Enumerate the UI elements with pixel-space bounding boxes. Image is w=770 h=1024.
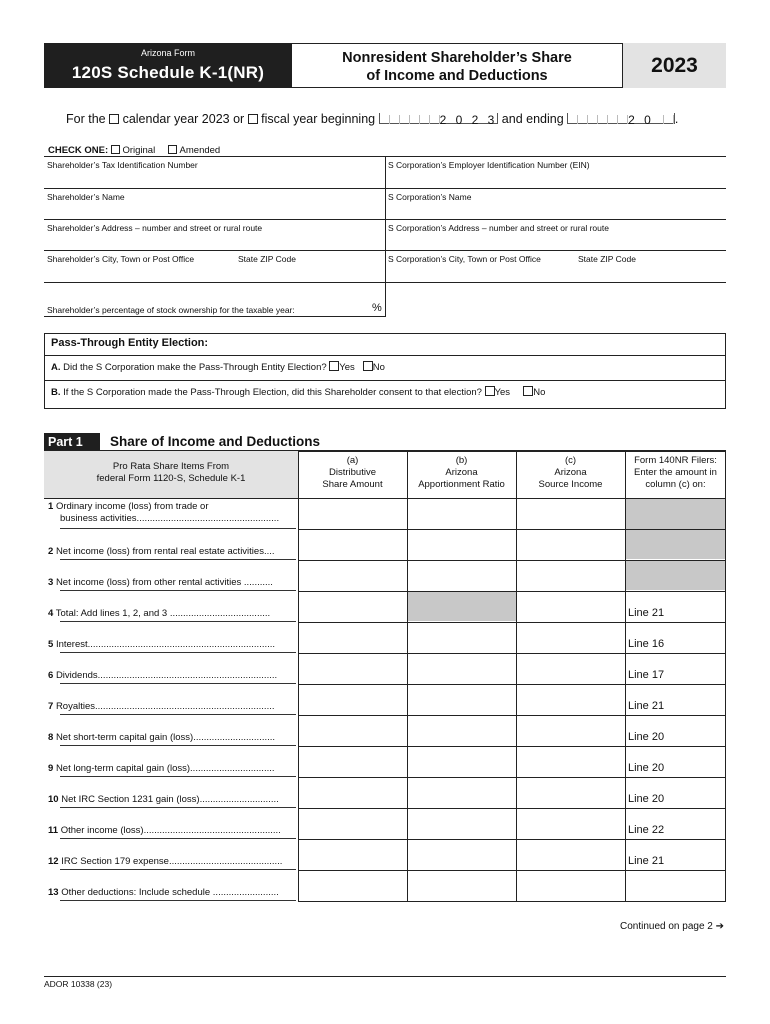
col-a-header (298, 451, 407, 498)
line-3-col-a-field[interactable] (299, 561, 406, 591)
shareholder-address-field[interactable]: Shareholder’s Address – number and street or rural route (47, 223, 263, 233)
line-5-label (48, 639, 275, 651)
line-7-target: Line 21 (628, 700, 665, 712)
line-underline (60, 869, 296, 870)
line-7-col-a-field[interactable] (299, 685, 406, 715)
line-underline (60, 807, 296, 808)
pte-b-no-label: No (533, 387, 546, 398)
line-number: 13 (48, 887, 59, 898)
line-4-label (48, 608, 270, 620)
line-text: Total: Add lines 1, 2, and 3 ...................................... (55, 608, 271, 619)
line-1-col-b-field[interactable] (408, 499, 515, 529)
fiscal-begin-date-field[interactable] (379, 113, 499, 127)
line-5-col-c-field[interactable] (517, 623, 624, 653)
original-checkbox[interactable] (111, 145, 120, 154)
line-9-col-a-field[interactable] (299, 747, 406, 777)
line-number: 6 (48, 670, 54, 681)
corp-state-zip-field[interactable]: State ZIP Code (578, 254, 636, 264)
line-7-label (48, 701, 275, 713)
line-number: 1 (48, 501, 54, 512)
pte-divider-1 (45, 355, 725, 356)
pte-b-letter: B. (51, 387, 61, 398)
line-2-col-b-field[interactable] (408, 530, 515, 560)
part1-tag: Part 1 (44, 433, 100, 451)
line-11-col-a-field[interactable] (299, 809, 406, 839)
line-underline (60, 683, 296, 684)
year-prefix: For the (66, 112, 106, 126)
line-6-label (48, 670, 277, 682)
line-number: 5 (48, 639, 54, 650)
col-d-l3: column (c) on: (645, 479, 706, 490)
pte-a-letter: A. (51, 362, 61, 373)
line-4-col-c-field[interactable] (517, 592, 624, 622)
corp-city-field[interactable]: S Corporation’s City, Town or Post Office (388, 254, 541, 264)
corp-ein-field[interactable]: S Corporation’s Employer Identification Number (EIN) (388, 160, 590, 170)
line-text-cont: business activities...................................................... (60, 513, 280, 524)
line-12-col-a-field[interactable] (299, 840, 406, 870)
agency-label: Arizona Form (140, 48, 195, 58)
ownership-percent-label: Shareholder’s percentage of stock ownership for the taxable year: (47, 305, 295, 315)
line-5-col-b-field[interactable] (408, 623, 515, 653)
fiscal-begin-year: 2 0 2 3 (439, 113, 498, 127)
calendar-year-checkbox[interactable] (109, 114, 119, 124)
line-11-col-c-field[interactable] (517, 809, 624, 839)
line-8-col-c-field[interactable] (517, 716, 624, 746)
line-3-col-c-field[interactable] (517, 561, 624, 591)
col-d-header (625, 451, 726, 498)
pte-a-yes-label: Yes (339, 362, 355, 373)
form-id-footer: ADOR 10338 (23) (44, 979, 113, 989)
col-items-l1: Pro Rata Share Items From (112, 461, 230, 472)
check-one-label: CHECK ONE: (48, 145, 109, 156)
original-label: Original (122, 145, 156, 156)
pte-b-yes-label: Yes (494, 387, 511, 398)
line-number: 11 (48, 825, 59, 836)
pte-question-b (51, 386, 731, 398)
line-underline (60, 528, 296, 529)
amended-checkbox[interactable] (168, 145, 177, 154)
line-text: Ordinary income (loss) from trade or (55, 501, 209, 512)
line-underline (60, 745, 296, 746)
ending-label: and ending (501, 112, 564, 126)
line-13-col-a-field[interactable] (299, 871, 406, 901)
col-d-l2: Enter the amount in (634, 467, 717, 478)
line-number: 3 (48, 577, 54, 588)
line-number: 7 (48, 701, 54, 712)
pte-b-no-checkbox[interactable] (523, 386, 533, 396)
line-13-col-c-field[interactable] (517, 871, 624, 901)
line-text: Net income (loss) from rental real estate activities.... (55, 546, 275, 557)
line-9-label (48, 763, 275, 775)
col-rule-d (625, 451, 626, 901)
col-d-l1: Form 140NR Filers: (634, 455, 717, 466)
col-c-header (516, 451, 625, 498)
line-11-col-b-field[interactable] (408, 809, 515, 839)
line-10-col-c-field[interactable] (517, 778, 624, 808)
part1-title: Share of Income and Deductions (110, 434, 321, 449)
calendar-year-label: calendar year 2023 or (122, 112, 245, 126)
line-underline (60, 652, 296, 653)
col-a-l1: (a) (346, 455, 359, 466)
pte-a-no-checkbox[interactable] (363, 361, 373, 371)
line-1-label (48, 501, 279, 525)
fiscal-end-date-field[interactable] (567, 113, 675, 127)
shade-line1-d (626, 499, 725, 529)
shareholder-name-field[interactable]: Shareholder’s Name (47, 192, 125, 202)
fiscal-year-label: fiscal year beginning (261, 112, 376, 126)
pte-a-yes-checkbox[interactable] (329, 361, 339, 371)
ownership-percent-field[interactable] (44, 283, 386, 317)
line-11-label (48, 825, 281, 837)
line-12-target: Line 21 (628, 855, 665, 867)
pte-a-no-label: No (372, 362, 385, 373)
row-rule (298, 901, 726, 902)
col-a-l2: Distributive (329, 467, 376, 478)
line-4-target: Line 21 (628, 607, 665, 619)
col-rule-right (725, 451, 726, 901)
line-9-col-b-field[interactable] (408, 747, 515, 777)
line-12-col-b-field[interactable] (408, 840, 515, 870)
line-text: Net short-term capital gain (loss)............................... (55, 732, 276, 743)
line-text: Other deductions: Include schedule ......................... (61, 887, 279, 898)
line-8-label (48, 732, 275, 744)
line-underline (60, 559, 296, 560)
form-title (292, 43, 622, 88)
line-3-label (48, 577, 273, 589)
period: . (674, 112, 679, 126)
line-8-target: Line 20 (628, 731, 665, 743)
line-underline (60, 590, 296, 591)
line-10-col-a-field[interactable] (299, 778, 406, 808)
col-a-l3: Share Amount (322, 479, 383, 490)
amended-label: Amended (179, 145, 221, 156)
line-text: Dividends.................................................................... (55, 670, 278, 681)
line-12-label (48, 856, 282, 868)
percent-sign: % (372, 302, 382, 314)
col-b-header (407, 451, 516, 498)
line-7-col-c-field[interactable] (517, 685, 624, 715)
line-text: Other income (loss).................................................... (60, 825, 281, 836)
form-year: 2023 (622, 43, 726, 88)
line-number: 8 (48, 732, 54, 743)
line-11-target: Line 22 (628, 824, 665, 836)
line-number: 2 (48, 546, 54, 557)
tax-year-line (66, 112, 678, 126)
line-text: Interest....................................................................... (55, 639, 276, 650)
col-items-l2: federal Form 1120-S, Schedule K-1 (96, 473, 246, 484)
line-4-col-a-field[interactable] (299, 592, 406, 622)
shareholder-state-zip-field[interactable]: State ZIP Code (238, 254, 296, 264)
line-8-col-b-field[interactable] (408, 716, 515, 746)
line-3-col-b-field[interactable] (408, 561, 515, 591)
line-text: Royalties.................................................................... (55, 701, 275, 712)
line-1-col-c-field[interactable] (517, 499, 624, 529)
line-number: 12 (48, 856, 59, 867)
line-6-target: Line 17 (628, 669, 665, 681)
form-name: 120S Schedule K-1(NR) (71, 63, 265, 82)
shareholder-info-grid (44, 156, 726, 316)
pte-title: Pass-Through Entity Election: (51, 337, 209, 349)
line-8-col-a-field[interactable] (299, 716, 406, 746)
line-2-col-c-field[interactable] (517, 530, 624, 560)
line-5-col-a-field[interactable] (299, 623, 406, 653)
corp-name-field[interactable]: S Corporation’s Name (388, 192, 472, 202)
pte-b-yes-checkbox[interactable] (485, 386, 495, 396)
footer-rule (44, 976, 726, 977)
line-text: Net IRC Section 1231 gain (loss).............................. (61, 794, 279, 805)
pte-divider-2 (45, 380, 725, 381)
line-6-col-a-field[interactable] (299, 654, 406, 684)
col-b-l2: Arizona (445, 467, 478, 478)
line-2-label (48, 546, 275, 558)
line-10-target: Line 20 (628, 793, 665, 805)
col-c-l2: Arizona (554, 467, 587, 478)
shareholder-city-field[interactable]: Shareholder’s City, Town or Post Office (47, 254, 195, 264)
line-9-target: Line 20 (628, 762, 665, 774)
line-13-label (48, 887, 279, 899)
fiscal-end-year: 2 0 (628, 113, 654, 127)
shareholder-tin-field[interactable]: Shareholder’s Tax Identification Number (47, 160, 198, 170)
col-b-l1: (b) (455, 455, 468, 466)
line-5-target: Line 16 (628, 638, 665, 650)
form-id-block (44, 43, 292, 88)
line-underline (60, 714, 296, 715)
line-underline (60, 900, 296, 901)
line-1-col-a-field[interactable] (299, 499, 406, 529)
line-text: Net long-term capital gain (loss)................................ (55, 763, 275, 774)
line-6-col-c-field[interactable] (517, 654, 624, 684)
continued-note: Continued on page 2 ➔ (619, 921, 724, 932)
line-number: 9 (48, 763, 54, 774)
col-b-l3: Apportionment Ratio (418, 479, 505, 490)
line-underline (60, 838, 296, 839)
line-number: 4 (48, 608, 54, 619)
check-one-row (48, 145, 220, 156)
line-7-col-b-field[interactable] (408, 685, 515, 715)
form-title-line2: of Income and Deductions (366, 68, 548, 84)
line-13-col-b-field[interactable] (408, 871, 515, 901)
pte-election-box (44, 333, 726, 409)
line-12-col-c-field[interactable] (517, 840, 624, 870)
shade-line3-d (626, 560, 725, 590)
line-text: IRC Section 179 expense........................................... (61, 856, 283, 867)
line-underline (60, 621, 296, 622)
col-c-l1: (c) (564, 455, 577, 466)
form-title-line1: Nonresident Shareholder’s Share (342, 50, 572, 66)
line-4-col-b-field (408, 592, 515, 622)
pte-b-text: If the S Corporation made the Pass-Through Election, did this Shareholder consent to that election? (63, 387, 482, 398)
line-number: 10 (48, 794, 59, 805)
pte-a-text: Did the S Corporation make the Pass-Through Entity Election? (63, 362, 327, 373)
col-items-header (44, 451, 298, 498)
fiscal-year-checkbox[interactable] (248, 114, 258, 124)
shade-line2-d (626, 530, 725, 559)
corp-address-field[interactable]: S Corporation’s Address – number and street or rural route (388, 223, 609, 233)
line-underline (60, 776, 296, 777)
line-10-label (48, 794, 279, 806)
line-10-col-b-field[interactable] (408, 778, 515, 808)
line-text: Net income (loss) from other rental activities ........... (55, 577, 273, 588)
col-c-l3: Source Income (538, 479, 603, 490)
line-9-col-c-field[interactable] (517, 747, 624, 777)
line-6-col-b-field[interactable] (408, 654, 515, 684)
line-2-col-a-field[interactable] (299, 530, 406, 560)
pte-question-a (51, 361, 731, 373)
